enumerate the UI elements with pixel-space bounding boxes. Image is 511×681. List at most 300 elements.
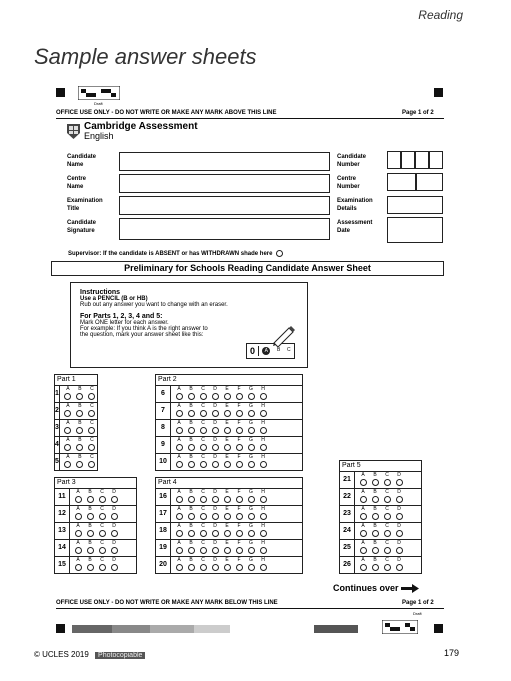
option-bubble[interactable] [75,564,82,571]
answer-option[interactable] [96,557,108,573]
option-bubble[interactable] [212,427,219,434]
answer-option[interactable] [245,403,257,419]
option-bubble[interactable] [88,461,95,468]
candidate-number-digit[interactable] [401,151,415,169]
answer-option[interactable] [62,454,74,470]
option-letter: B [373,540,377,546]
option-bubble[interactable] [212,461,219,468]
candidate-name-field[interactable] [119,152,330,171]
option-bubble[interactable] [360,564,367,571]
answer-option[interactable] [257,523,269,539]
answer-option[interactable] [173,489,185,505]
option-bubble[interactable] [236,564,243,571]
answer-option[interactable] [233,454,245,470]
answer-option[interactable] [221,557,233,573]
answer-option[interactable] [209,489,221,505]
option-bubble[interactable] [176,461,183,468]
option-bubble[interactable] [111,513,118,520]
option-bubble[interactable] [236,410,243,417]
answer-option[interactable] [245,523,257,539]
answer-option[interactable] [257,386,269,402]
answer-option[interactable] [209,506,221,522]
answer-option[interactable] [185,437,197,453]
answer-option[interactable] [185,506,197,522]
option-bubble[interactable] [88,393,95,400]
answer-option[interactable] [72,540,84,556]
answer-option[interactable] [209,437,221,453]
example-options [259,347,294,355]
option-bubble[interactable] [360,530,367,537]
option-bubble[interactable] [396,513,403,520]
answer-option[interactable] [257,437,269,453]
option-bubble[interactable] [372,496,379,503]
answer-option[interactable] [221,489,233,505]
option-bubble[interactable] [188,530,195,537]
option-bubble[interactable] [360,496,367,503]
option-bubble[interactable] [384,496,391,503]
option-bubble[interactable] [176,513,183,520]
answer-option[interactable] [96,523,108,539]
answer-option[interactable] [381,506,393,522]
option-bubble[interactable] [64,461,71,468]
answer-option[interactable] [62,437,74,453]
option-bubble[interactable] [212,564,219,571]
option-bubble[interactable] [88,410,95,417]
option-bubble[interactable] [200,513,207,520]
answer-option[interactable] [209,557,221,573]
option-bubble[interactable] [99,513,106,520]
answer-option[interactable] [381,472,393,488]
option-bubble[interactable] [76,444,83,451]
answer-option[interactable] [245,386,257,402]
answer-option[interactable] [357,540,369,556]
option-bubble[interactable] [396,496,403,503]
option-bubble[interactable] [76,461,83,468]
option-bubble[interactable] [87,513,94,520]
option-bubble[interactable] [372,530,379,537]
option-bubble[interactable] [236,393,243,400]
option-bubble[interactable] [248,444,255,451]
option-bubble[interactable] [236,427,243,434]
option-bubble[interactable] [224,461,231,468]
option-bubble[interactable] [188,564,195,571]
answer-option[interactable] [74,437,86,453]
answer-option[interactable] [84,489,96,505]
candidate-number-digit[interactable] [415,151,429,169]
answer-option[interactable] [221,540,233,556]
answer-option[interactable] [393,489,405,505]
answer-option[interactable] [74,403,86,419]
answer-option[interactable] [233,540,245,556]
option-bubble[interactable] [260,444,267,451]
answer-option[interactable] [221,420,233,436]
option-bubble[interactable] [111,547,118,554]
option-bubble[interactable] [396,564,403,571]
answer-option[interactable] [84,557,96,573]
option-bubble[interactable] [87,496,94,503]
option-bubble[interactable] [64,444,71,451]
option-bubble[interactable] [224,564,231,571]
option-bubble[interactable] [384,564,391,571]
option-bubble[interactable] [64,410,71,417]
option-bubble[interactable] [212,444,219,451]
option-bubble[interactable] [248,513,255,520]
option-bubble[interactable] [176,564,183,571]
answer-option[interactable] [197,557,209,573]
option-bubble[interactable] [224,513,231,520]
option-bubble[interactable] [248,461,255,468]
answer-option[interactable] [108,489,120,505]
candidate-number-digit[interactable] [387,151,401,169]
answer-option[interactable] [233,437,245,453]
option-bubble[interactable] [360,479,367,486]
answer-option[interactable] [245,557,257,573]
answer-option[interactable] [185,489,197,505]
assessment-date-field[interactable] [387,217,443,243]
answer-option[interactable] [173,420,185,436]
answer-option[interactable] [173,506,185,522]
signature-field[interactable] [119,218,330,240]
answer-option[interactable] [369,540,381,556]
option-bubble[interactable] [236,513,243,520]
option-bubble[interactable] [260,427,267,434]
option-bubble[interactable] [260,410,267,417]
answer-option[interactable] [233,420,245,436]
answer-option[interactable] [62,420,74,436]
option-bubble[interactable] [111,496,118,503]
answer-option[interactable] [221,403,233,419]
option-bubble[interactable] [200,564,207,571]
answer-option[interactable] [357,506,369,522]
centre-number-field[interactable] [416,173,443,191]
answer-option[interactable] [257,403,269,419]
answer-option[interactable] [233,403,245,419]
answer-option[interactable] [393,506,405,522]
answer-option[interactable] [86,386,98,402]
option-bubble[interactable] [188,427,195,434]
answer-option[interactable] [185,540,197,556]
answer-option[interactable] [357,557,369,573]
option-bubble[interactable] [260,496,267,503]
option-bubble[interactable] [188,496,195,503]
option-bubble[interactable] [384,513,391,520]
answer-option[interactable] [369,506,381,522]
exam-details-field[interactable] [387,196,443,214]
option-bubble[interactable] [372,479,379,486]
option-bubble[interactable] [99,530,106,537]
option-bubble[interactable] [396,530,403,537]
answer-option[interactable] [86,454,98,470]
option-bubble[interactable] [176,444,183,451]
answer-option[interactable] [86,420,98,436]
answer-option[interactable] [96,540,108,556]
option-bubble[interactable] [260,547,267,554]
answer-option[interactable] [72,506,84,522]
answer-option[interactable] [185,557,197,573]
answer-option[interactable] [369,472,381,488]
option-bubble[interactable] [188,513,195,520]
option-bubble[interactable] [372,547,379,554]
option-bubble[interactable] [75,496,82,503]
answer-option[interactable] [185,386,197,402]
answer-option[interactable] [369,489,381,505]
option-bubble[interactable] [212,513,219,520]
option-bubble[interactable] [76,410,83,417]
option-bubble[interactable] [212,496,219,503]
answer-option[interactable] [381,557,393,573]
option-bubble[interactable] [188,461,195,468]
option-bubble[interactable] [260,393,267,400]
answer-option[interactable] [173,523,185,539]
answer-option[interactable] [185,454,197,470]
option-bubble[interactable] [236,530,243,537]
option-bubble[interactable] [200,547,207,554]
option-bubble[interactable] [188,444,195,451]
candidate-number-digit[interactable] [429,151,443,169]
answer-option[interactable] [245,454,257,470]
answer-option[interactable] [197,403,209,419]
option-bubble[interactable] [260,564,267,571]
answer-option[interactable] [393,540,405,556]
answer-option[interactable] [72,489,84,505]
option-bubble[interactable] [111,530,118,537]
answer-option[interactable] [96,489,108,505]
answer-option[interactable] [197,437,209,453]
option-bubble[interactable] [75,547,82,554]
option-bubble[interactable] [236,496,243,503]
option-bubble[interactable] [200,410,207,417]
option-bubble[interactable] [176,393,183,400]
answer-option[interactable] [381,489,393,505]
answer-option[interactable] [86,437,98,453]
answer-option[interactable] [74,386,86,402]
option-bubble[interactable] [87,564,94,571]
option-bubble[interactable] [224,547,231,554]
centre-number-field[interactable] [387,173,416,191]
option-bubble[interactable] [75,513,82,520]
option-bubble[interactable] [260,530,267,537]
option-bubble[interactable] [87,530,94,537]
option-bubble[interactable] [248,530,255,537]
option-bubble[interactable] [200,530,207,537]
answer-option[interactable] [221,506,233,522]
option-bubble[interactable] [384,479,391,486]
option-bubble[interactable] [76,393,83,400]
answer-option[interactable] [197,420,209,436]
option-bubble[interactable] [88,427,95,434]
option-bubble[interactable] [87,547,94,554]
answer-option[interactable] [173,557,185,573]
option-bubble[interactable] [188,410,195,417]
answer-option[interactable] [357,523,369,539]
answer-option[interactable] [185,420,197,436]
option-bubble[interactable] [75,530,82,537]
answer-option[interactable] [96,506,108,522]
option-bubble[interactable] [176,547,183,554]
option-bubble[interactable] [360,547,367,554]
answer-option[interactable] [86,403,98,419]
answer-option[interactable] [257,420,269,436]
option-bubble[interactable] [396,479,403,486]
answer-option[interactable] [197,386,209,402]
option-bubble[interactable] [176,410,183,417]
answer-option[interactable] [209,420,221,436]
answer-option[interactable] [233,506,245,522]
answer-option[interactable] [257,454,269,470]
option-bubble[interactable] [372,564,379,571]
option-bubble[interactable] [188,393,195,400]
answer-option[interactable] [393,557,405,573]
answer-option[interactable] [221,386,233,402]
answer-option[interactable] [221,523,233,539]
option-bubble[interactable] [99,496,106,503]
option-bubble[interactable] [396,547,403,554]
option-bubble[interactable] [212,410,219,417]
answer-option[interactable] [108,523,120,539]
answer-option[interactable] [257,489,269,505]
answer-option[interactable] [393,472,405,488]
option-bubble[interactable] [224,496,231,503]
answer-option[interactable] [245,420,257,436]
answer-option[interactable] [197,506,209,522]
answer-option[interactable] [185,403,197,419]
answer-option[interactable] [245,540,257,556]
answer-option[interactable] [245,506,257,522]
option-bubble[interactable] [176,427,183,434]
answer-option[interactable] [233,386,245,402]
answer-option[interactable] [381,540,393,556]
option-bubble[interactable] [200,461,207,468]
option-bubble[interactable] [224,427,231,434]
option-bubble[interactable] [224,530,231,537]
option-bubble[interactable] [212,547,219,554]
answer-option[interactable] [257,557,269,573]
option-bubble[interactable] [99,547,106,554]
option-bubble[interactable] [212,530,219,537]
option-letter: C [100,506,104,512]
answer-option[interactable] [173,386,185,402]
answer-option[interactable] [197,454,209,470]
option-bubble[interactable] [176,496,183,503]
answer-option[interactable] [108,557,120,573]
option-bubble[interactable] [224,444,231,451]
option-bubble[interactable] [384,530,391,537]
answer-option[interactable] [233,523,245,539]
pencil-icon [271,323,297,347]
option-bubble[interactable] [76,427,83,434]
option-bubble[interactable] [200,427,207,434]
answer-option[interactable] [197,489,209,505]
option-bubble[interactable] [248,496,255,503]
answer-options [60,386,98,402]
option-bubble[interactable] [200,444,207,451]
answer-option[interactable] [173,403,185,419]
answer-option[interactable] [84,523,96,539]
absent-circle[interactable] [276,250,283,257]
answer-option[interactable] [357,489,369,505]
question-row [55,454,97,470]
answer-option[interactable] [245,437,257,453]
exam-title-field[interactable] [119,196,330,215]
answer-option[interactable] [72,557,84,573]
answer-option[interactable] [233,557,245,573]
option-bubble[interactable] [236,461,243,468]
answer-option[interactable] [257,540,269,556]
answer-option[interactable] [221,437,233,453]
option-bubble[interactable] [224,393,231,400]
option-bubble[interactable] [360,513,367,520]
centre-name-field[interactable] [119,174,330,193]
option-bubble[interactable] [248,427,255,434]
option-bubble[interactable] [236,444,243,451]
question-row [156,386,302,403]
option-bubble[interactable] [200,393,207,400]
answer-option[interactable] [84,540,96,556]
option-bubble[interactable] [188,547,195,554]
answer-option[interactable] [173,454,185,470]
answer-option[interactable] [84,506,96,522]
answer-option[interactable] [357,472,369,488]
answer-option[interactable] [173,437,185,453]
answer-option[interactable] [72,523,84,539]
answer-option[interactable] [209,540,221,556]
answer-option[interactable] [74,454,86,470]
answer-option[interactable] [393,523,405,539]
option-bubble[interactable] [111,564,118,571]
option-bubble[interactable] [176,530,183,537]
answer-option[interactable] [369,557,381,573]
option-bubble[interactable] [88,444,95,451]
option-bubble[interactable] [236,547,243,554]
answer-option[interactable] [209,386,221,402]
answer-option[interactable] [209,403,221,419]
answer-option[interactable] [74,420,86,436]
option-bubble[interactable] [224,410,231,417]
option-bubble[interactable] [248,410,255,417]
option-bubble[interactable] [248,547,255,554]
option-bubble[interactable] [372,513,379,520]
option-bubble[interactable] [64,393,71,400]
answer-option[interactable] [209,454,221,470]
answer-option[interactable] [108,506,120,522]
option-bubble[interactable] [212,393,219,400]
answer-option[interactable] [245,489,257,505]
answer-option[interactable] [209,523,221,539]
option-bubble[interactable] [248,393,255,400]
answer-option[interactable] [381,523,393,539]
option-bubble[interactable] [64,427,71,434]
answer-option[interactable] [369,523,381,539]
answer-option[interactable] [185,523,197,539]
answer-option[interactable] [173,540,185,556]
registration-mark [434,624,443,633]
option-bubble[interactable] [384,547,391,554]
option-bubble[interactable] [260,513,267,520]
answer-option[interactable] [62,386,74,402]
answer-option[interactable] [233,489,245,505]
answer-option[interactable] [108,540,120,556]
answer-option[interactable] [62,403,74,419]
option-bubble[interactable] [248,564,255,571]
answer-option[interactable] [197,523,209,539]
answer-option[interactable] [257,506,269,522]
example-option-filled: A [262,347,270,355]
option-bubble[interactable] [99,564,106,571]
answer-option[interactable] [221,454,233,470]
option-bubble[interactable] [200,496,207,503]
answer-option[interactable] [197,540,209,556]
option-bubble[interactable] [260,461,267,468]
